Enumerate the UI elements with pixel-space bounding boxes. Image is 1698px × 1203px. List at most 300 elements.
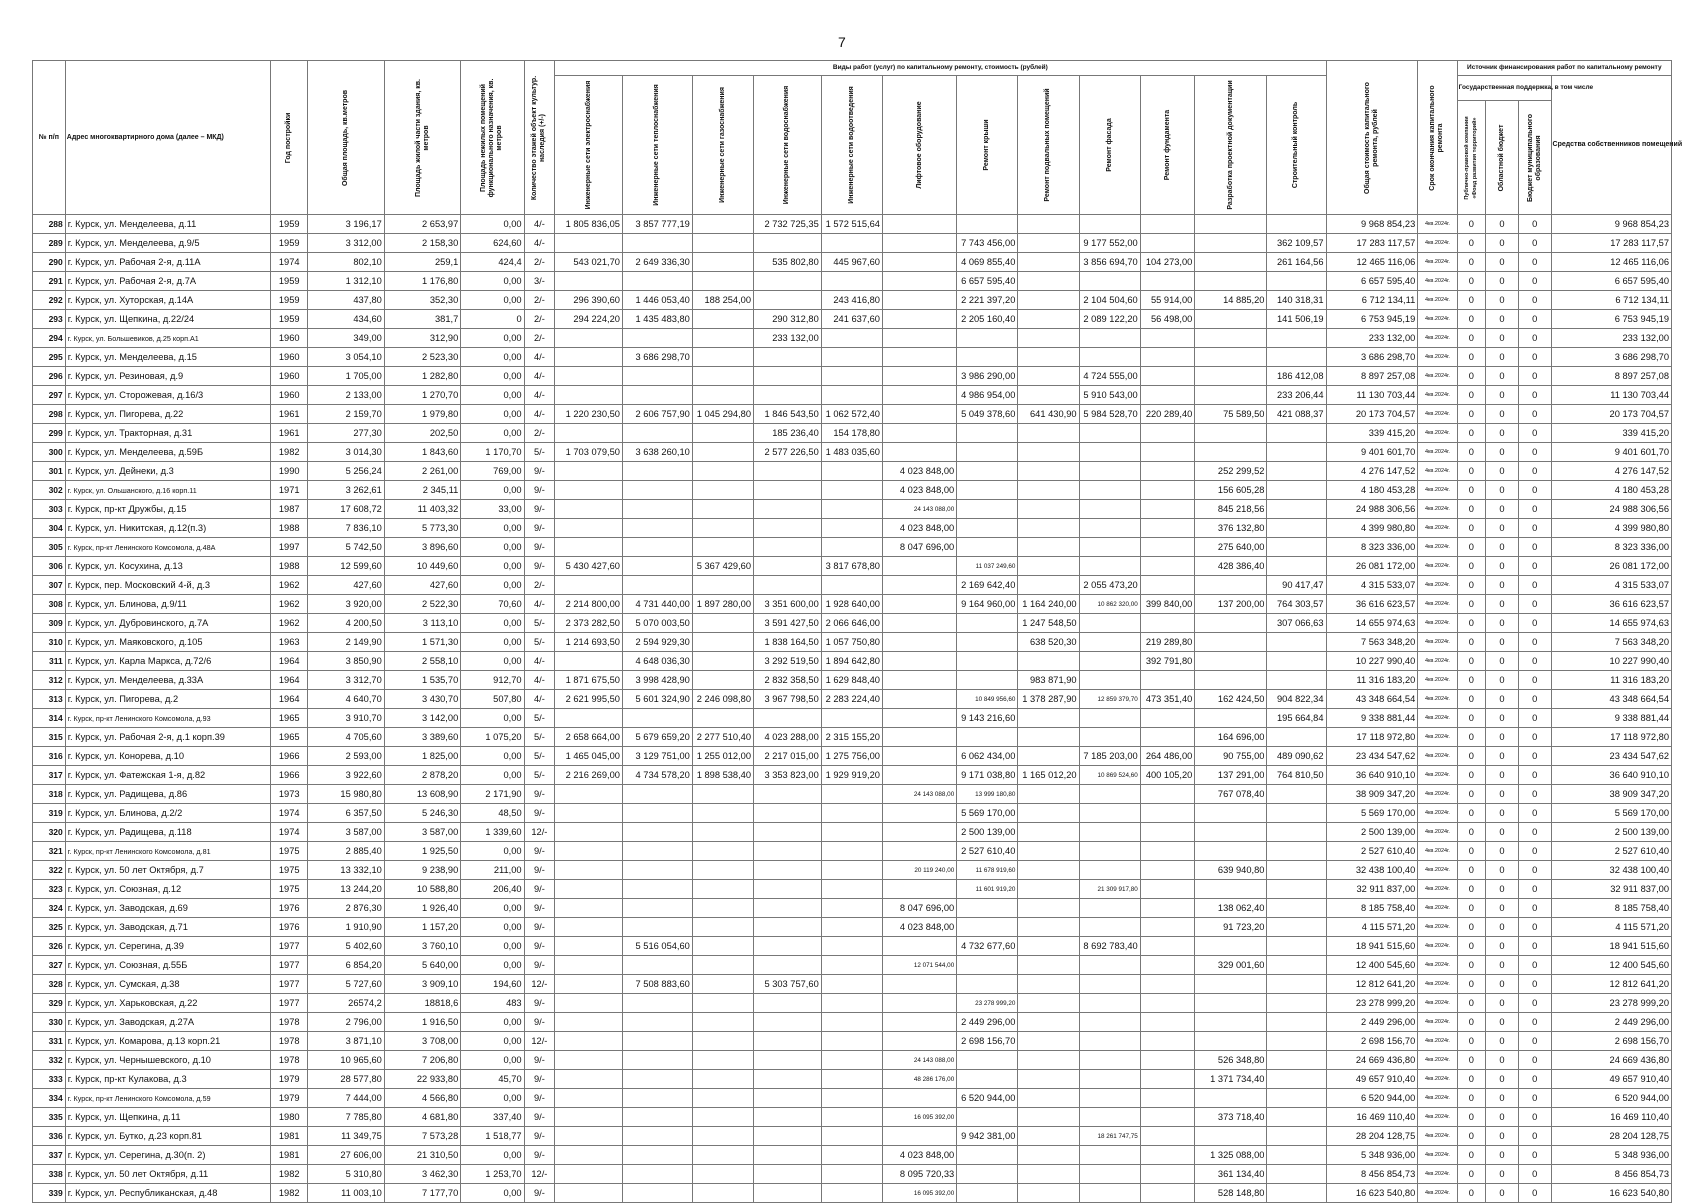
cell-area-nonres: 206,40 xyxy=(461,880,524,899)
cell-drain xyxy=(821,804,882,823)
cell-design xyxy=(1195,310,1267,329)
cell-row-num: 314 xyxy=(33,709,66,728)
cell-gas: 1 897 280,00 xyxy=(692,595,753,614)
cell-foundation xyxy=(1140,367,1195,386)
cell-design: 252 299,52 xyxy=(1195,462,1267,481)
hdr-num: № п/п xyxy=(33,61,66,215)
cell-water xyxy=(754,1070,822,1089)
cell-fin-region: 0 xyxy=(1486,975,1519,994)
hdr-fin-municipal: Бюджет муниципального образования xyxy=(1518,101,1551,215)
cell-fin-municipal: 0 xyxy=(1518,367,1551,386)
cell-design: 639 940,80 xyxy=(1195,861,1267,880)
cell-year: 1978 xyxy=(271,1013,308,1032)
cell-address: г. Курск, ул. Менделеева, д.59Б xyxy=(65,443,270,462)
cell-area-nonres: 769,00 xyxy=(461,462,524,481)
cell-drain xyxy=(821,538,882,557)
cell-gas xyxy=(692,500,753,519)
cell-facade xyxy=(1079,918,1140,937)
cell-fin-fund: 0 xyxy=(1457,614,1485,633)
table-row xyxy=(33,367,1672,386)
cell-deadline: 4кв.2024г. xyxy=(1418,462,1457,481)
cell-facade: 10 862 320,00 xyxy=(1079,595,1140,614)
cell-fin-fund: 0 xyxy=(1457,861,1485,880)
cell-water xyxy=(754,1089,822,1108)
cell-address: г. Курск, пер. Московский 4-й, д.3 xyxy=(65,576,270,595)
cell-lift xyxy=(882,842,956,861)
cell-control xyxy=(1267,519,1326,538)
table-body xyxy=(33,215,1672,1203)
cell-design xyxy=(1195,272,1267,291)
cell-fin-region: 0 xyxy=(1486,348,1519,367)
cell-deadline: 4кв.2024г. xyxy=(1418,747,1457,766)
cell-water xyxy=(754,462,822,481)
cell-fin-own: 7 563 348,20 xyxy=(1551,633,1671,652)
table-row xyxy=(33,234,1672,253)
cell-fin-own: 10 227 990,40 xyxy=(1551,652,1671,671)
cell-row-num: 331 xyxy=(33,1032,66,1051)
cell-foundation xyxy=(1140,709,1195,728)
cell-heat: 4 731 440,00 xyxy=(622,595,692,614)
cell-year: 1982 xyxy=(271,443,308,462)
cell-deadline: 4кв.2024г. xyxy=(1418,842,1457,861)
cell-design: 526 348,80 xyxy=(1195,1051,1267,1070)
cell-basement: 641 430,90 xyxy=(1018,405,1079,424)
cell-area-total: 802,10 xyxy=(308,253,384,272)
cell-lift xyxy=(882,1127,956,1146)
cell-area-nonres: 0,00 xyxy=(461,918,524,937)
hdr-year: Год постройки xyxy=(271,61,308,215)
cell-drain: 2 283 224,40 xyxy=(821,690,882,709)
cell-control: 764 810,50 xyxy=(1267,766,1326,785)
cell-address: г. Курск, ул. Рабочая 2-я, д.11А xyxy=(65,253,270,272)
cell-facade xyxy=(1079,557,1140,576)
cell-floors: 4/- xyxy=(524,652,555,671)
cell-drain: 445 967,60 xyxy=(821,253,882,272)
cell-floors: 9/- xyxy=(524,481,555,500)
cell-deadline: 4кв.2024г. xyxy=(1418,652,1457,671)
cell-total: 2 527 610,40 xyxy=(1326,842,1418,861)
cell-year: 1966 xyxy=(271,747,308,766)
cell-row-num: 332 xyxy=(33,1051,66,1070)
cell-area-nonres: 1 518,77 xyxy=(461,1127,524,1146)
cell-deadline: 4кв.2024г. xyxy=(1418,386,1457,405)
cell-address: г. Курск, ул. Блинова, д.2/2 xyxy=(65,804,270,823)
cell-floors: 5/- xyxy=(524,443,555,462)
cell-fin-region: 0 xyxy=(1486,1070,1519,1089)
cell-row-num: 300 xyxy=(33,443,66,462)
cell-design xyxy=(1195,652,1267,671)
cell-water: 3 353 823,00 xyxy=(754,766,822,785)
cell-year: 1961 xyxy=(271,424,308,443)
cell-lift: 24 143 088,00 xyxy=(882,500,956,519)
cell-fin-municipal: 0 xyxy=(1518,348,1551,367)
cell-elec xyxy=(555,1032,623,1051)
cell-roof xyxy=(957,500,1018,519)
cell-elec xyxy=(555,1165,623,1184)
table-row xyxy=(33,994,1672,1013)
cell-deadline: 4кв.2024г. xyxy=(1418,899,1457,918)
cell-fin-own: 9 401 601,70 xyxy=(1551,443,1671,462)
cell-water: 3 292 519,50 xyxy=(754,652,822,671)
cell-roof xyxy=(957,975,1018,994)
hdr-fin-state: Государственная поддержка, в том числе xyxy=(1457,76,1551,101)
cell-row-num: 319 xyxy=(33,804,66,823)
table-row xyxy=(33,709,1672,728)
cell-lift xyxy=(882,975,956,994)
cell-gas xyxy=(692,1032,753,1051)
cell-basement xyxy=(1018,1089,1079,1108)
cell-floors: 5/- xyxy=(524,614,555,633)
cell-fin-region: 0 xyxy=(1486,671,1519,690)
cell-area-total: 6 854,20 xyxy=(308,956,384,975)
cell-floors: 9/- xyxy=(524,880,555,899)
cell-fin-municipal: 0 xyxy=(1518,462,1551,481)
cell-control xyxy=(1267,975,1326,994)
cell-area-nonres: 0,00 xyxy=(461,1184,524,1203)
cell-roof xyxy=(957,443,1018,462)
cell-floors: 2/- xyxy=(524,424,555,443)
cell-lift xyxy=(882,633,956,652)
cell-control: 421 088,37 xyxy=(1267,405,1326,424)
cell-lift: 24 143 088,00 xyxy=(882,1051,956,1070)
cell-fin-region: 0 xyxy=(1486,595,1519,614)
cell-area-living: 1 157,20 xyxy=(384,918,460,937)
cell-roof: 4 986 954,00 xyxy=(957,386,1018,405)
cell-foundation: 400 105,20 xyxy=(1140,766,1195,785)
cell-total: 8 897 257,08 xyxy=(1326,367,1418,386)
cell-control xyxy=(1267,652,1326,671)
table-row xyxy=(33,937,1672,956)
cell-elec: 1 871 675,50 xyxy=(555,671,623,690)
cell-total: 23 434 547,62 xyxy=(1326,747,1418,766)
cell-fin-own: 6 753 945,19 xyxy=(1551,310,1671,329)
cell-floors: 2/- xyxy=(524,329,555,348)
cell-deadline: 4кв.2024г. xyxy=(1418,937,1457,956)
cell-floors: 9/- xyxy=(524,1013,555,1032)
cell-drain xyxy=(821,1013,882,1032)
cell-basement xyxy=(1018,462,1079,481)
cell-control xyxy=(1267,804,1326,823)
cell-floors: 5/- xyxy=(524,709,555,728)
cell-control xyxy=(1267,785,1326,804)
cell-deadline: 4кв.2024г. xyxy=(1418,405,1457,424)
cell-control xyxy=(1267,329,1326,348)
cell-elec: 2 214 800,00 xyxy=(555,595,623,614)
cell-deadline: 4кв.2024г. xyxy=(1418,880,1457,899)
cell-area-total: 3 922,60 xyxy=(308,766,384,785)
cell-address: г. Курск, пр-кт Кулакова, д.3 xyxy=(65,1070,270,1089)
cell-facade xyxy=(1079,348,1140,367)
cell-area-living: 1 270,70 xyxy=(384,386,460,405)
cell-area-nonres: 0,00 xyxy=(461,937,524,956)
cell-fin-fund: 0 xyxy=(1457,253,1485,272)
cell-fin-region: 0 xyxy=(1486,766,1519,785)
cell-facade xyxy=(1079,1051,1140,1070)
cell-fin-region: 0 xyxy=(1486,880,1519,899)
cell-gas xyxy=(692,652,753,671)
cell-deadline: 4кв.2024г. xyxy=(1418,367,1457,386)
table-row xyxy=(33,614,1672,633)
table-row xyxy=(33,747,1672,766)
cell-year: 1960 xyxy=(271,386,308,405)
cell-facade xyxy=(1079,500,1140,519)
cell-heat: 2 649 336,30 xyxy=(622,253,692,272)
cell-year: 1959 xyxy=(271,215,308,234)
cell-floors: 12/- xyxy=(524,1032,555,1051)
cell-drain xyxy=(821,709,882,728)
cell-area-nonres: 0,00 xyxy=(461,557,524,576)
cell-drain xyxy=(821,367,882,386)
cell-total: 12 465 116,06 xyxy=(1326,253,1418,272)
cell-fin-fund: 0 xyxy=(1457,690,1485,709)
cell-lift xyxy=(882,329,956,348)
cell-design xyxy=(1195,671,1267,690)
cell-foundation xyxy=(1140,424,1195,443)
cell-fin-municipal: 0 xyxy=(1518,234,1551,253)
cell-row-num: 322 xyxy=(33,861,66,880)
cell-control xyxy=(1267,861,1326,880)
cell-gas xyxy=(692,1127,753,1146)
table-row xyxy=(33,861,1672,880)
cell-area-nonres: 45,70 xyxy=(461,1070,524,1089)
hdr-area-total: Общая площадь, кв.метров xyxy=(308,61,384,215)
cell-total: 9 401 601,70 xyxy=(1326,443,1418,462)
cell-drain: 1 894 642,80 xyxy=(821,652,882,671)
cell-basement xyxy=(1018,1013,1079,1032)
cell-year: 1962 xyxy=(271,576,308,595)
cell-roof: 2 449 296,00 xyxy=(957,1013,1018,1032)
cell-deadline: 4кв.2024г. xyxy=(1418,500,1457,519)
cell-design: 164 696,00 xyxy=(1195,728,1267,747)
cell-heat xyxy=(622,1165,692,1184)
cell-design: 75 589,50 xyxy=(1195,405,1267,424)
cell-fin-fund: 0 xyxy=(1457,918,1485,937)
cell-area-nonres: 0,00 xyxy=(461,576,524,595)
cell-total: 4 180 453,28 xyxy=(1326,481,1418,500)
cell-row-num: 334 xyxy=(33,1089,66,1108)
cell-deadline: 4кв.2024г. xyxy=(1418,215,1457,234)
cell-fin-own: 36 616 623,57 xyxy=(1551,595,1671,614)
cell-heat xyxy=(622,367,692,386)
cell-total: 18 941 515,60 xyxy=(1326,937,1418,956)
cell-fin-fund: 0 xyxy=(1457,842,1485,861)
cell-facade xyxy=(1079,1013,1140,1032)
cell-address: г. Курск, ул. Союзная, д.55Б xyxy=(65,956,270,975)
cell-row-num: 290 xyxy=(33,253,66,272)
cell-gas xyxy=(692,576,753,595)
cell-basement xyxy=(1018,443,1079,462)
cell-fin-region: 0 xyxy=(1486,481,1519,500)
cell-foundation xyxy=(1140,1108,1195,1127)
cell-fin-municipal: 0 xyxy=(1518,747,1551,766)
cell-area-nonres: 0,00 xyxy=(461,1146,524,1165)
cell-basement xyxy=(1018,785,1079,804)
cell-area-total: 2 796,00 xyxy=(308,1013,384,1032)
cell-area-nonres: 2 171,90 xyxy=(461,785,524,804)
cell-foundation: 104 273,00 xyxy=(1140,253,1195,272)
cell-fin-fund: 0 xyxy=(1457,937,1485,956)
cell-drain xyxy=(821,1032,882,1051)
cell-gas xyxy=(692,1013,753,1032)
cell-fin-fund: 0 xyxy=(1457,1032,1485,1051)
cell-row-num: 288 xyxy=(33,215,66,234)
cell-facade xyxy=(1079,329,1140,348)
cell-elec xyxy=(555,519,623,538)
cell-fin-municipal: 0 xyxy=(1518,329,1551,348)
cell-design xyxy=(1195,709,1267,728)
cell-fin-fund: 0 xyxy=(1457,652,1485,671)
cell-total: 6 657 595,40 xyxy=(1326,272,1418,291)
cell-row-num: 318 xyxy=(33,785,66,804)
cell-lift xyxy=(882,310,956,329)
cell-drain: 1 483 035,60 xyxy=(821,443,882,462)
cell-heat xyxy=(622,785,692,804)
cell-total: 28 204 128,75 xyxy=(1326,1127,1418,1146)
cell-lift xyxy=(882,880,956,899)
cell-floors: 9/- xyxy=(524,500,555,519)
cell-area-nonres: 0,00 xyxy=(461,538,524,557)
cell-area-total: 3 850,90 xyxy=(308,652,384,671)
cell-design xyxy=(1195,804,1267,823)
cell-roof xyxy=(957,424,1018,443)
cell-address: г. Курск, ул. Серегина, д.39 xyxy=(65,937,270,956)
cell-row-num: 321 xyxy=(33,842,66,861)
cell-foundation xyxy=(1140,329,1195,348)
table-row xyxy=(33,842,1672,861)
cell-fin-own: 38 909 347,20 xyxy=(1551,785,1671,804)
cell-foundation xyxy=(1140,975,1195,994)
cell-address: г. Курск, ул. Заводская, д.27А xyxy=(65,1013,270,1032)
cell-fin-fund: 0 xyxy=(1457,291,1485,310)
cell-deadline: 4кв.2024г. xyxy=(1418,1108,1457,1127)
cell-water: 1 838 164,50 xyxy=(754,633,822,652)
cell-water: 2 577 226,50 xyxy=(754,443,822,462)
cell-fin-own: 12 812 641,20 xyxy=(1551,975,1671,994)
cell-water: 290 312,80 xyxy=(754,310,822,329)
cell-area-total: 5 742,50 xyxy=(308,538,384,557)
cell-fin-fund: 0 xyxy=(1457,576,1485,595)
cell-heat xyxy=(622,386,692,405)
cell-basement xyxy=(1018,861,1079,880)
cell-year: 1965 xyxy=(271,728,308,747)
table-row xyxy=(33,557,1672,576)
cell-fin-own: 12 400 545,60 xyxy=(1551,956,1671,975)
cell-basement xyxy=(1018,842,1079,861)
cell-year: 1964 xyxy=(271,652,308,671)
cell-basement: 1 378 287,90 xyxy=(1018,690,1079,709)
cell-row-num: 327 xyxy=(33,956,66,975)
cell-heat xyxy=(622,1013,692,1032)
cell-area-total: 3 312,00 xyxy=(308,234,384,253)
cell-fin-own: 8 456 854,73 xyxy=(1551,1165,1671,1184)
cell-area-living: 3 909,10 xyxy=(384,975,460,994)
cell-foundation xyxy=(1140,272,1195,291)
cell-lift xyxy=(882,234,956,253)
cell-fin-region: 0 xyxy=(1486,538,1519,557)
cell-area-living: 9 238,90 xyxy=(384,861,460,880)
cell-fin-municipal: 0 xyxy=(1518,728,1551,747)
cell-area-living: 1 925,50 xyxy=(384,842,460,861)
cell-area-total: 277,30 xyxy=(308,424,384,443)
cell-floors: 4/- xyxy=(524,671,555,690)
cell-control xyxy=(1267,557,1326,576)
cell-facade: 21 309 917,80 xyxy=(1079,880,1140,899)
cell-floors: 4/- xyxy=(524,690,555,709)
cell-basement: 1 165 012,20 xyxy=(1018,766,1079,785)
cell-area-total: 15 980,80 xyxy=(308,785,384,804)
cell-basement xyxy=(1018,747,1079,766)
cell-area-nonres: 0,00 xyxy=(461,405,524,424)
cell-area-total: 437,80 xyxy=(308,291,384,310)
repair-table xyxy=(32,60,1683,1203)
cell-row-num: 339 xyxy=(33,1184,66,1203)
cell-year: 1962 xyxy=(271,595,308,614)
cell-facade xyxy=(1079,462,1140,481)
cell-elec xyxy=(555,424,623,443)
cell-fin-fund: 0 xyxy=(1457,671,1485,690)
cell-area-nonres: 1 339,60 xyxy=(461,823,524,842)
cell-heat xyxy=(622,1032,692,1051)
cell-fin-region: 0 xyxy=(1486,709,1519,728)
cell-area-nonres: 0,00 xyxy=(461,766,524,785)
cell-row-num: 301 xyxy=(33,462,66,481)
cell-basement xyxy=(1018,880,1079,899)
cell-design: 14 885,20 xyxy=(1195,291,1267,310)
cell-fin-own: 4 315 533,07 xyxy=(1551,576,1671,595)
cell-total: 12 812 641,20 xyxy=(1326,975,1418,994)
cell-fin-municipal: 0 xyxy=(1518,443,1551,462)
cell-elec xyxy=(555,272,623,291)
cell-fin-own: 11 316 183,20 xyxy=(1551,671,1671,690)
cell-deadline: 4кв.2024г. xyxy=(1418,728,1457,747)
cell-deadline: 4кв.2024г. xyxy=(1418,956,1457,975)
cell-basement xyxy=(1018,804,1079,823)
cell-fin-municipal: 0 xyxy=(1518,861,1551,880)
cell-roof: 6 062 434,00 xyxy=(957,747,1018,766)
cell-elec xyxy=(555,918,623,937)
cell-area-total: 7 836,10 xyxy=(308,519,384,538)
cell-lift: 16 095 392,00 xyxy=(882,1108,956,1127)
cell-area-living: 4 566,80 xyxy=(384,1089,460,1108)
cell-fin-municipal: 0 xyxy=(1518,405,1551,424)
cell-control: 307 066,63 xyxy=(1267,614,1326,633)
cell-lift xyxy=(882,747,956,766)
cell-foundation xyxy=(1140,728,1195,747)
cell-heat: 5 601 324,90 xyxy=(622,690,692,709)
cell-fin-municipal: 0 xyxy=(1518,557,1551,576)
table-row xyxy=(33,690,1672,709)
cell-area-total: 5 256,24 xyxy=(308,462,384,481)
cell-design: 138 062,40 xyxy=(1195,899,1267,918)
cell-heat xyxy=(622,1127,692,1146)
cell-fin-fund: 0 xyxy=(1457,1013,1485,1032)
cell-water xyxy=(754,557,822,576)
cell-roof xyxy=(957,1146,1018,1165)
cell-fin-own: 8 323 336,00 xyxy=(1551,538,1671,557)
cell-area-living: 3 389,60 xyxy=(384,728,460,747)
cell-heat xyxy=(622,994,692,1013)
cell-fin-region: 0 xyxy=(1486,1051,1519,1070)
cell-water: 185 236,40 xyxy=(754,424,822,443)
cell-fin-fund: 0 xyxy=(1457,1165,1485,1184)
table-row xyxy=(33,899,1672,918)
cell-fin-region: 0 xyxy=(1486,500,1519,519)
cell-design: 1 325 088,00 xyxy=(1195,1146,1267,1165)
cell-roof xyxy=(957,1070,1018,1089)
cell-fin-region: 0 xyxy=(1486,1146,1519,1165)
cell-elec xyxy=(555,234,623,253)
cell-drain: 2 066 646,00 xyxy=(821,614,882,633)
